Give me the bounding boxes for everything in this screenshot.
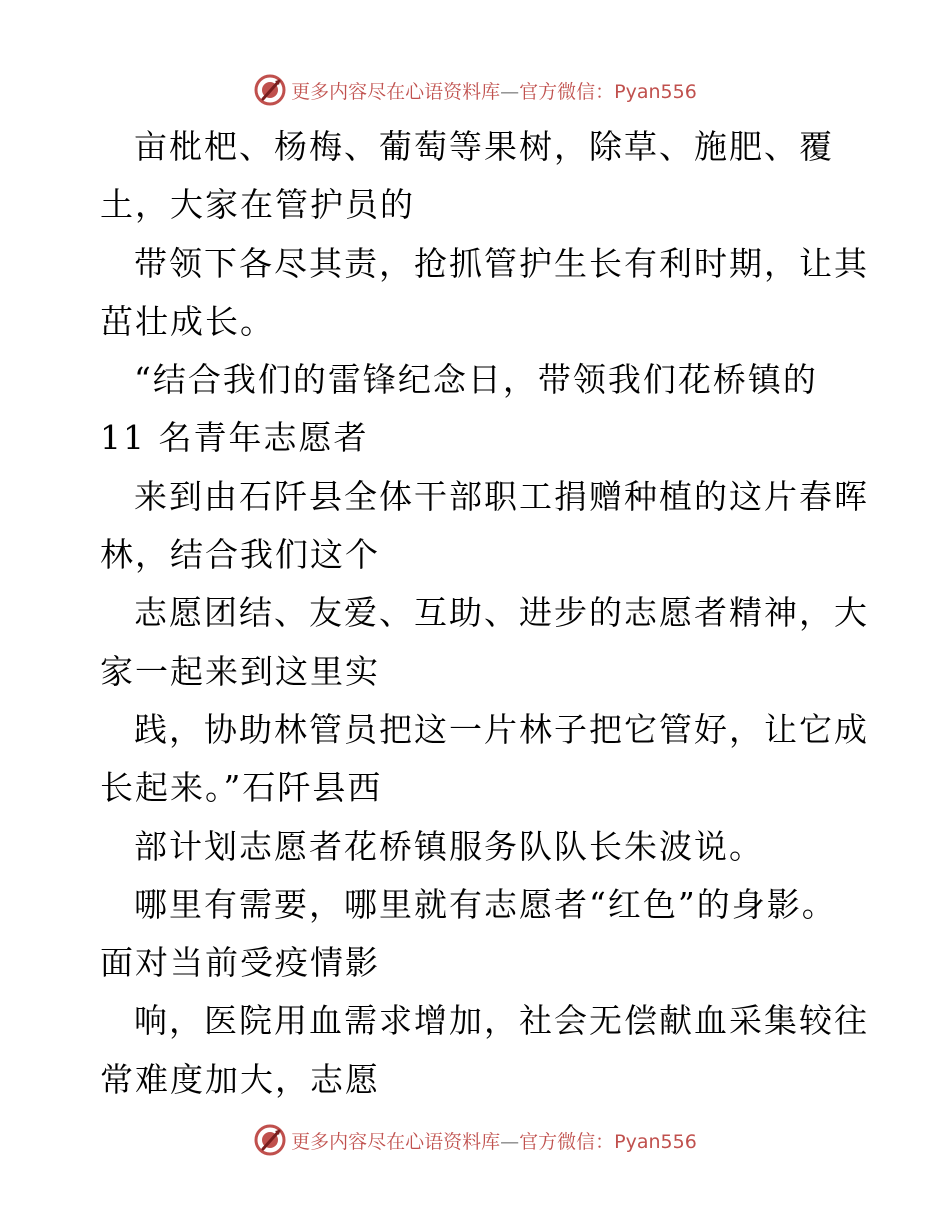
text-line-13: 部计划志愿者花桥镇服务队队长朱波说。	[134, 826, 764, 866]
banner-text-main: 更多内容尽在心语资料库	[291, 80, 501, 103]
text-line-10: 家一起来到这里实	[100, 651, 380, 691]
text-line-17: 常难度加大，志愿	[100, 1059, 380, 1099]
text-line-12: 长起来。”石阡县西	[100, 768, 383, 808]
document-body	[100, 118, 869, 1109]
text-line-3: 带领下各尽其责，抢抓管护生长有利时期，让其	[134, 243, 869, 283]
banner-text	[291, 77, 697, 104]
logo-icon	[253, 1123, 287, 1157]
text-line-16: 响，医院用血需求增加，社会无偿献血采集较往	[134, 1001, 869, 1041]
banner-text	[291, 1127, 697, 1154]
text-line-1: 亩枇杷、杨梅、葡萄等果树，除草、施肥、覆	[134, 127, 834, 166]
header-banner	[0, 70, 950, 110]
footer-banner	[0, 1120, 950, 1160]
banner-dash: —	[500, 80, 520, 103]
text-line-6: 11 名青年志愿者	[100, 418, 369, 458]
text-line-11: 践，协助林管员把这一片林子把它管好，让它成	[134, 709, 869, 749]
text-line-7: 来到由石阡县全体干部职工捐赠种植的这片春晖	[134, 476, 869, 516]
text-line-2: 土，大家在管护员的	[100, 185, 415, 225]
banner-text-tail: 官方微信：Pyan556	[519, 1130, 697, 1153]
banner-text-tail: 官方微信：Pyan556	[519, 80, 697, 103]
text-line-8: 林，结合我们这个	[100, 535, 380, 575]
banner-text-main: 更多内容尽在心语资料库	[291, 1130, 501, 1153]
text-line-15: 面对当前受疫情影	[100, 943, 380, 983]
text-line-5: “结合我们的雷锋纪念日，带领我们花桥镇的	[134, 360, 818, 400]
text-line-4: 茁壮成长。	[100, 301, 275, 341]
text-line-14: 哪里有需要，哪里就有志愿者“红色”的身影。	[134, 884, 837, 924]
text-line-9: 志愿团结、友爱、互助、进步的志愿者精神，大	[134, 593, 869, 633]
logo-icon	[253, 73, 287, 107]
banner-dash: —	[500, 1130, 520, 1153]
